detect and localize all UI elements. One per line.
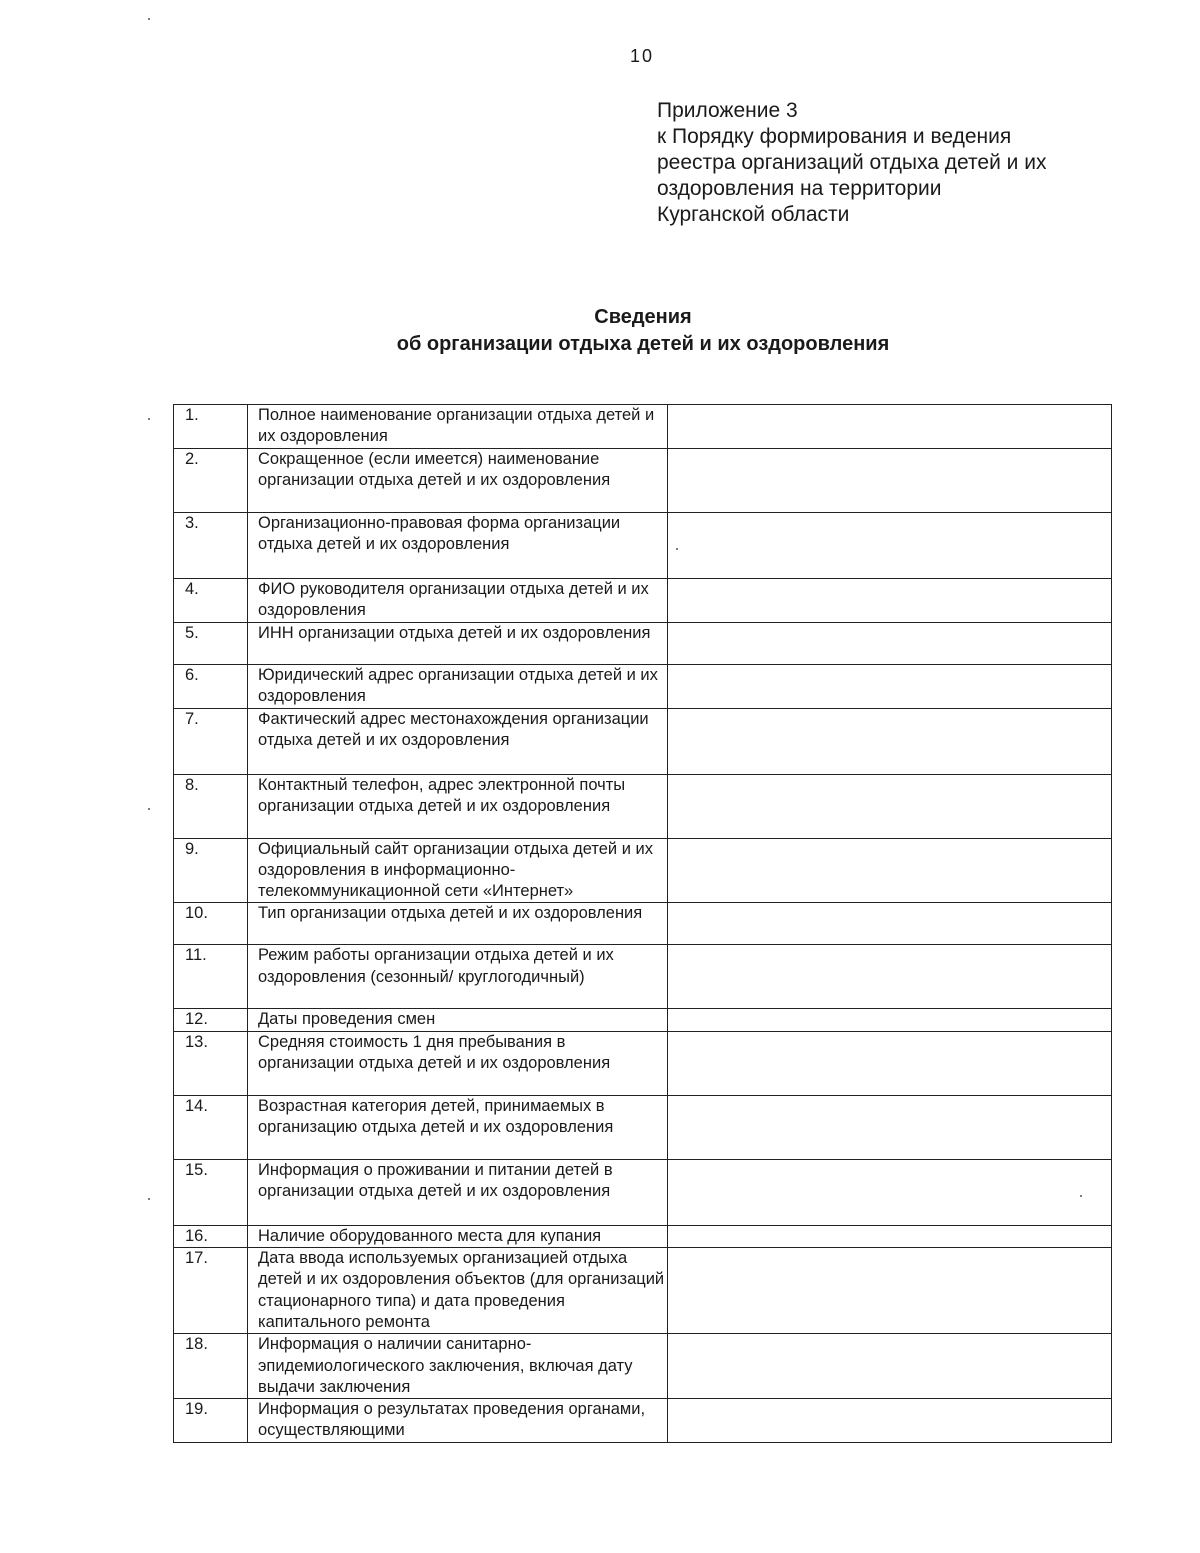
table-row — [174, 1009, 1112, 1031]
table-row — [174, 1248, 1112, 1334]
row-value-field[interactable] — [668, 1399, 1112, 1443]
appendix-block — [657, 98, 1157, 228]
table-row — [174, 1095, 1112, 1159]
row-label: ИНН организации отдыха детей и их оздоровления — [248, 622, 668, 664]
row-value-field[interactable] — [668, 945, 1112, 1009]
row-number: 10. — [174, 903, 248, 945]
row-value-field[interactable] — [668, 1095, 1112, 1159]
table-row — [174, 945, 1112, 1009]
appendix-line: реестра организаций отдыха детей и их — [657, 151, 1047, 174]
table-row — [174, 513, 1112, 579]
row-label: Возрастная категория детей, принимаемых в организацию отдыха детей и их оздоровления — [248, 1095, 668, 1159]
table-row — [174, 1225, 1112, 1247]
table-row — [174, 774, 1112, 838]
row-value-field[interactable] — [668, 1009, 1112, 1031]
scan-speck — [676, 548, 678, 550]
scan-speck — [148, 808, 150, 810]
row-label: Полное наименование организации отдыха детей и их оздоровления — [248, 405, 668, 449]
row-number: 19. — [174, 1399, 248, 1443]
row-label: Контактный телефон, адрес электронной почты организации отдыха детей и их оздоровления — [248, 774, 668, 838]
row-value-field[interactable] — [668, 622, 1112, 664]
row-number: 15. — [174, 1159, 248, 1225]
appendix-line: Курганской области — [657, 203, 850, 226]
row-value-field[interactable] — [668, 903, 1112, 945]
row-number: 7. — [174, 708, 248, 774]
row-value-field[interactable] — [668, 774, 1112, 838]
appendix-line: Приложение 3 — [657, 99, 798, 122]
table-row — [174, 579, 1112, 623]
row-value-field[interactable] — [668, 1334, 1112, 1399]
appendix-line: оздоровления на территории — [657, 177, 942, 200]
row-number: 14. — [174, 1095, 248, 1159]
row-number: 11. — [174, 945, 248, 1009]
row-label: ФИО руководителя организации отдыха детей и их оздоровления — [248, 579, 668, 623]
row-value-field[interactable] — [668, 579, 1112, 623]
row-label: Юридический адрес организации отдыха детей и их оздоровления — [248, 664, 668, 708]
scan-speck — [148, 418, 150, 420]
info-table-body — [174, 405, 1112, 1443]
row-number: 13. — [174, 1031, 248, 1095]
row-number: 6. — [174, 664, 248, 708]
table-row — [174, 1159, 1112, 1225]
scan-speck — [148, 1198, 150, 1200]
table-row — [174, 708, 1112, 774]
row-number: 16. — [174, 1225, 248, 1247]
row-value-field[interactable] — [668, 708, 1112, 774]
row-number: 2. — [174, 449, 248, 513]
row-label: Информация о наличии санитарно-эпидемиологического заключения, включая дату выдачи заключения — [248, 1334, 668, 1399]
row-value-field[interactable] — [668, 449, 1112, 513]
row-number: 12. — [174, 1009, 248, 1031]
table-row — [174, 1334, 1112, 1399]
row-label: Официальный сайт организации отдыха детей и их оздоровления в информационно-телекоммуникационной сети «Интернет» — [248, 838, 668, 903]
row-label: Средняя стоимость 1 дня пребывания в организации отдыха детей и их оздоровления — [248, 1031, 668, 1095]
table-row — [174, 1031, 1112, 1095]
appendix-line: к Порядку формирования и ведения — [657, 125, 1012, 148]
table-row — [174, 838, 1112, 903]
table-row — [174, 903, 1112, 945]
row-value-field[interactable] — [668, 664, 1112, 708]
row-value-field[interactable] — [668, 1159, 1112, 1225]
table-row — [174, 664, 1112, 708]
heading-title: Сведения — [594, 306, 692, 328]
row-value-field[interactable] — [668, 1248, 1112, 1334]
row-number: 8. — [174, 774, 248, 838]
scan-speck — [1080, 1195, 1082, 1197]
table-row — [174, 622, 1112, 664]
row-number: 5. — [174, 622, 248, 664]
row-label: Информация о результатах проведения органами, осуществляющими — [248, 1399, 668, 1443]
scan-speck — [148, 18, 150, 20]
row-number: 4. — [174, 579, 248, 623]
table-row — [174, 405, 1112, 449]
row-label: Дата ввода используемых организацией отдыха детей и их оздоровления объектов (для организаций стационарного типа) и дата проведения капитального ремонта — [248, 1248, 668, 1334]
row-number: 1. — [174, 405, 248, 449]
row-label: Тип организации отдыха детей и их оздоровления — [248, 903, 668, 945]
row-number: 3. — [174, 513, 248, 579]
row-number: 9. — [174, 838, 248, 903]
row-label: Сокращенное (если имеется) наименование организации отдыха детей и их оздоровления — [248, 449, 668, 513]
info-table — [173, 404, 1112, 1443]
heading-subtitle: об организации отдыха детей и их оздоровления — [396, 333, 890, 355]
row-label: Фактический адрес местонахождения организации отдыха детей и их оздоровления — [248, 708, 668, 774]
row-label: Наличие оборудованного места для купания — [248, 1225, 668, 1247]
row-value-field[interactable] — [668, 1031, 1112, 1095]
table-row — [174, 449, 1112, 513]
row-value-field[interactable] — [668, 1225, 1112, 1247]
row-number: 18. — [174, 1334, 248, 1399]
row-value-field[interactable] — [668, 838, 1112, 903]
row-label: Организационно-правовая форма организации отдыха детей и их оздоровления — [248, 513, 668, 579]
document-heading — [0, 304, 1200, 358]
row-label: Режим работы организации отдыха детей и их оздоровления (сезонный/ круглогодичный) — [248, 945, 668, 1009]
table-row — [174, 1399, 1112, 1443]
row-value-field[interactable] — [668, 513, 1112, 579]
row-label: Информация о проживании и питании детей в организации отдыха детей и их оздоровления — [248, 1159, 668, 1225]
row-label: Даты проведения смен — [248, 1009, 668, 1031]
row-value-field[interactable] — [668, 405, 1112, 449]
row-number: 17. — [174, 1248, 248, 1334]
page-number: 10 — [629, 46, 655, 66]
